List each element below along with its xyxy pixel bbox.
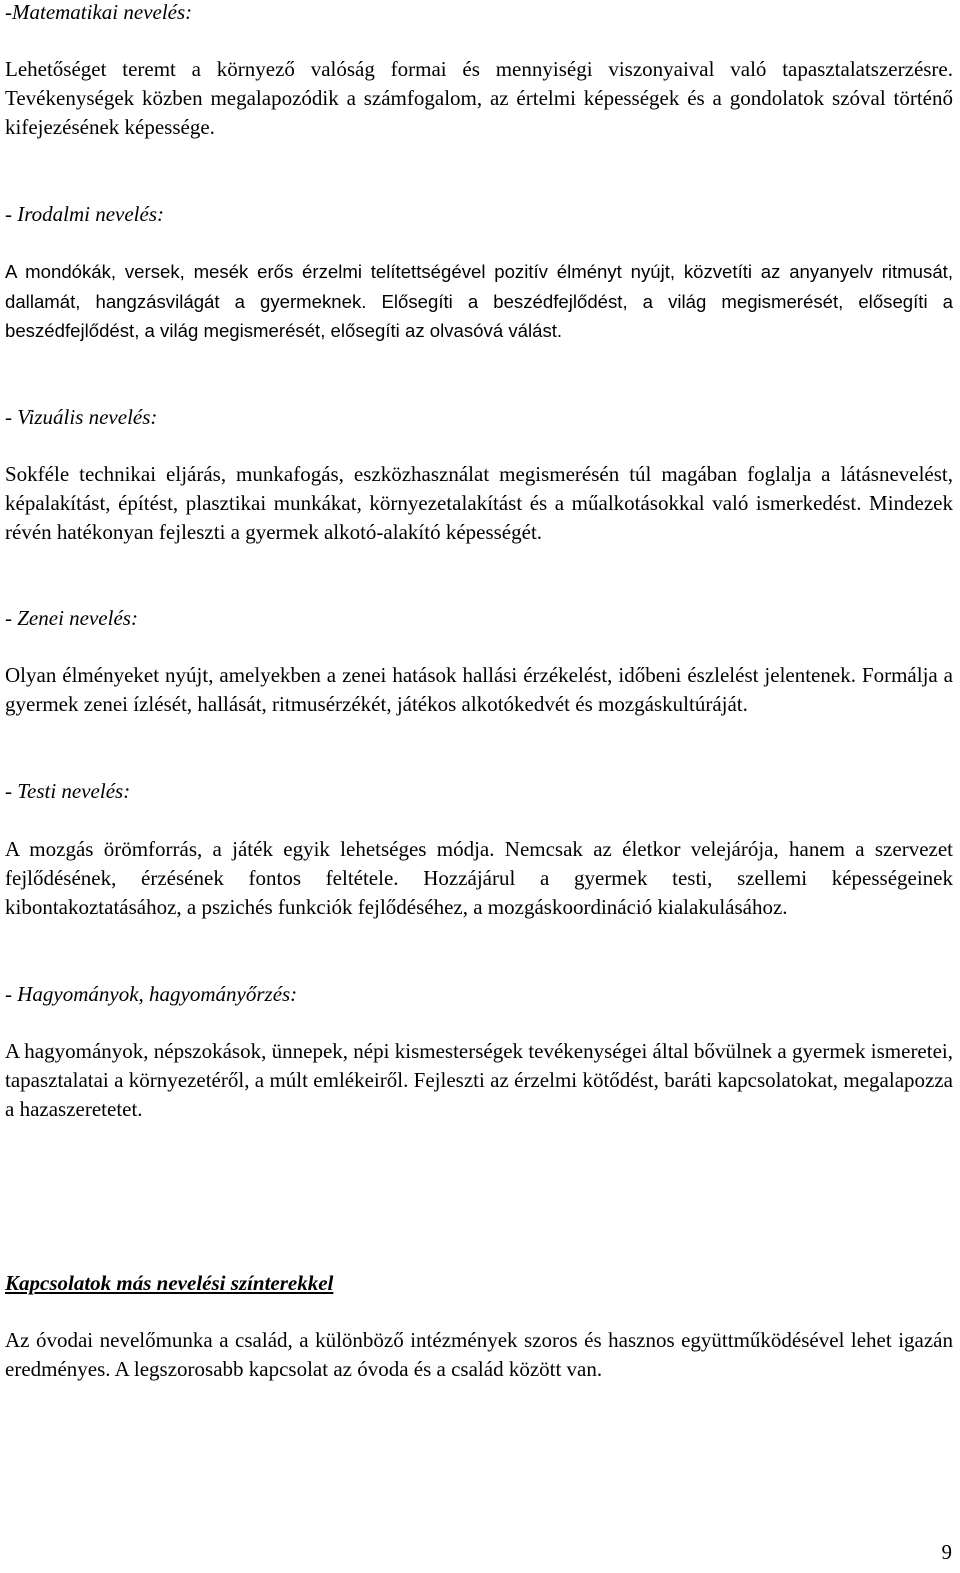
section-heading-music: - Zenei nevelés: [5, 606, 138, 630]
relations-heading: Kapcsolatok más nevelési színterekkel [5, 1271, 334, 1295]
section-heading-literature: - Irodalmi nevelés: [5, 202, 164, 226]
section-text-physical: A mozgás örömforrás, a játék egyik lehetséges módja. Nemcsak az életkor velejárója, hanem a szervezet fejlődésének, érzésének fontos feltétele. Hozzájárul a gyermek testi, szellemi képességeinek kibontakoztatásához, a pszichés funkciók fejlődéséhez, a mozgáskoordináció kialakulásához. [5, 837, 953, 919]
section-heading-physical: - Testi nevelés: [5, 779, 131, 803]
section-text-visual: Sokféle technikai eljárás, munkafogás, eszközhasználat megismerésén túl magában foglalja a látásnevelést, képalakítást, építést, plasztikai munkákat, környezetalakítást és a műalkotásokkal való ismerkedést. Mindezek révén hatékonyan fejleszti a gyermek alkotó-alakító képességét. [5, 462, 953, 544]
section-heading-visual: - Vizuális nevelés: [5, 405, 158, 429]
section-heading-math: -Matematikai nevelés: [5, 0, 193, 24]
section-text-music: Olyan élményeket nyújt, amelyekben a zenei hatások hallási érzékelést, időbeni észlelést jelentenek. Formálja a gyermek zenei ízlését, hallását, ritmusérzékét, játékos alkotókedvét és mozgáskultúráját. [5, 663, 953, 716]
page-number: 9 [941, 1540, 952, 1564]
section-text-literature: A mondókák, versek, mesék erős érzelmi telítettségével pozitív élményt nyújt, közvetíti az anyanyelv ritmusát, dallamát, hangzásvilágát a gyermeknek. Elősegíti a beszédfejlődést, a világ megismerését, elősegíti a beszédfejlődést, a világ megismerését, elősegíti az olvasóvá válást. [5, 261, 953, 341]
section-text-traditions: A hagyományok, népszokások, ünnepek, népi kismesterségek tevékenységei által bővülnek a gyermek ismeretei, tapasztalatai a környezetéről, a múlt emlékeiről. Fejleszti az érzelmi kötődést, baráti kapcsolatokat, megalapozza a hazaszeretetet. [5, 1039, 953, 1121]
section-text-math: Lehetőséget teremt a környező valóság formai és mennyiségi viszonyaival való tapasztalatszerzésre. Tevékenységek közben megalapozódik a számfogalom, az értelmi képességek és a gondolatok szóval történő kifejezésének képessége. [5, 57, 953, 139]
relations-text: Az óvodai nevelőmunka a család, a különböző intézmények szoros és hasznos együttműködésével lehet igazán eredményes. A legszorosabb kapcsolat az óvoda és a család között van. [5, 1328, 953, 1381]
section-heading-traditions: - Hagyományok, hagyományőrzés: [5, 982, 298, 1006]
